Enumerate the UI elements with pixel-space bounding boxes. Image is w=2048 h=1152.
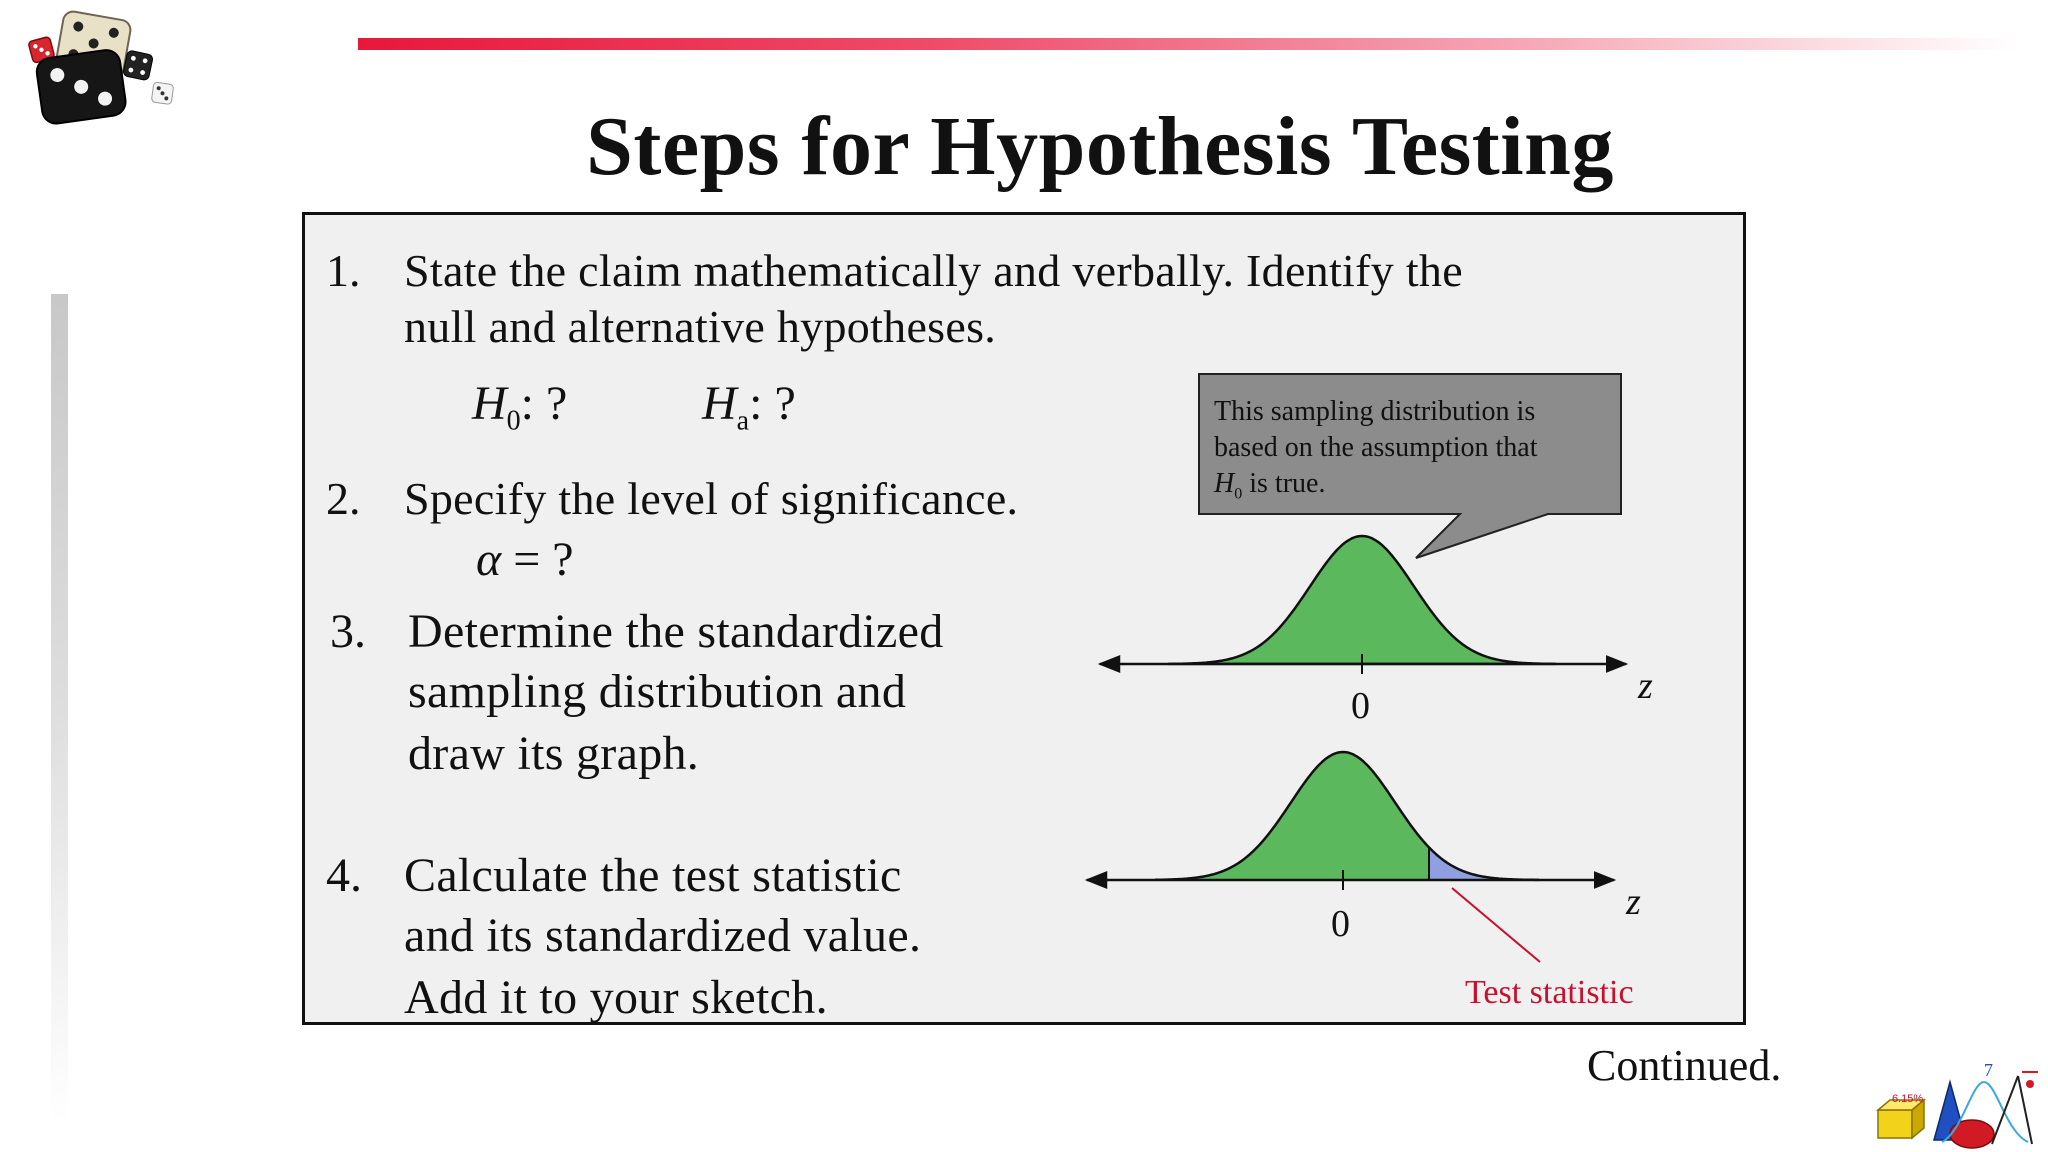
- step-3-line-1: Determine the standardized: [408, 605, 944, 658]
- sampling-distribution-fill: [1168, 536, 1556, 664]
- step-4-line-1: Calculate the test statistic: [404, 849, 902, 902]
- callout-line-2: based on the assumption that: [1214, 432, 1538, 463]
- null-hypothesis-value: : ?: [520, 377, 568, 430]
- alpha-symbol: α: [476, 533, 502, 586]
- callout-h-symbol: H: [1214, 468, 1235, 499]
- test-statistic-pointer: [1452, 888, 1540, 962]
- callout-line-3-rest: is true.: [1242, 468, 1326, 499]
- slide-title: Steps for Hypothesis Testing: [586, 100, 1614, 193]
- continued-note: Continued.: [1587, 1041, 1782, 1090]
- step-2-number: 2.: [326, 473, 361, 524]
- step-1-line-1: State the claim mathematically and verbally. Identify the: [404, 245, 1463, 296]
- step-2-line-1: Specify the level of significance.: [404, 473, 1019, 524]
- axis-2-zero-label: 0: [1331, 903, 1350, 945]
- null-hypothesis-symbol: H: [472, 377, 507, 430]
- svg-text:7: 7: [1984, 1062, 1993, 1080]
- svg-text:6.15%: 6.15%: [1892, 1093, 1924, 1105]
- step-3-line-2: sampling distribution and: [408, 665, 907, 718]
- callout-h-subscript: 0: [1234, 485, 1243, 503]
- test-distribution-fill: [1155, 752, 1429, 880]
- step-1-line-2: null and alternative hypotheses.: [404, 301, 997, 352]
- axis-1-zero-label: 0: [1351, 685, 1370, 727]
- math-shapes-icon: [1872, 1062, 2042, 1152]
- test-statistic-label: Test statistic: [1465, 974, 1634, 1011]
- step-4-line-2: and its standardized value.: [404, 909, 922, 962]
- null-hypothesis-subscript: 0: [506, 405, 521, 437]
- axis-1-label: z: [1638, 665, 1653, 707]
- step-3-number: 3.: [330, 605, 366, 658]
- alt-hypothesis-symbol: H: [702, 377, 737, 430]
- alpha-value: = ?: [501, 533, 574, 586]
- callout-line-1: This sampling distribution is: [1214, 396, 1536, 427]
- step-4-line-3: Add it to your sketch.: [404, 971, 828, 1024]
- rejection-tail-fill: [1429, 847, 1539, 880]
- axis-2-label: z: [1626, 881, 1641, 923]
- callout-text: [1214, 394, 1594, 513]
- alt-hypothesis-value: : ?: [749, 377, 796, 430]
- step-1-number: 1.: [326, 245, 361, 296]
- alt-hypothesis-subscript: a: [736, 405, 750, 437]
- step-4-number: 4.: [326, 849, 362, 902]
- step-3-line-3: draw its graph.: [408, 727, 700, 780]
- callout-line-3: [1214, 466, 1594, 513]
